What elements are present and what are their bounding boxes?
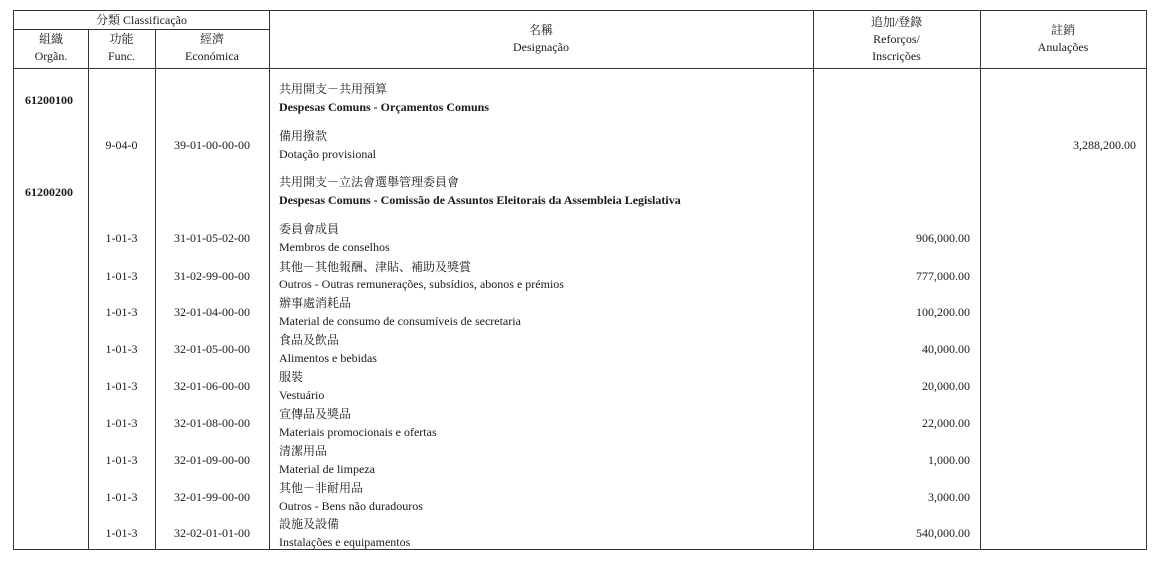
- table-row-econ: 31-02-99-00-00: [174, 269, 250, 283]
- table-row-func: 1-01-3: [105, 526, 138, 540]
- table-row-reforcos: 40,000.00: [922, 342, 970, 356]
- header-func-pt: Func.: [108, 49, 135, 63]
- table-row-econ: 32-02-01-01-00: [174, 526, 250, 540]
- table-row-name-zh: 辦事處消耗品: [279, 296, 352, 310]
- table-row-func: 1-01-3: [105, 342, 138, 356]
- header-name-pt: Designação: [513, 40, 569, 54]
- table-row-func: 1-01-3: [105, 305, 138, 319]
- table-row-name-pt: Alimentos e bebidas: [279, 351, 377, 365]
- table-row-econ: 32-01-08-00-00: [174, 416, 250, 430]
- col-line-organ: [88, 29, 89, 549]
- table-row-func: 1-01-3: [105, 490, 138, 504]
- table-row-reforcos: 540,000.00: [916, 526, 970, 540]
- table-row-name-pt: Vestuário: [279, 388, 325, 402]
- header-organ-zh: 組織: [38, 32, 63, 46]
- table-row-econ: 39-01-00-00-00: [174, 138, 250, 152]
- table-row-name-zh: 食品及飲品: [279, 333, 340, 347]
- table-row-name-pt: Dotação provisional: [279, 147, 376, 161]
- table-row-econ: 31-01-05-02-00: [174, 231, 250, 245]
- group-name-pt: Despesas Comuns - Comissão de Assuntos Eleitorais da Assembleia Legislativa: [279, 193, 681, 207]
- group-name-pt: Despesas Comuns - Orçamentos Comuns: [279, 100, 490, 114]
- table-row-func: 1-01-3: [105, 269, 138, 283]
- table-row-name-zh: 清潔用品: [279, 444, 328, 458]
- header-econ-zh: 經濟: [199, 32, 224, 46]
- table-row-econ: 32-01-05-00-00: [174, 342, 250, 356]
- table-row-func: 1-01-3: [105, 231, 138, 245]
- table-row-anulacoes: 3,288,200.00: [1073, 138, 1136, 152]
- table-row-name-pt: Outros - Outras remunerações, subsídios, abonos e prémios: [279, 277, 564, 291]
- header-reforcos-pt2: Inscrições: [872, 49, 921, 63]
- header-name-zh: 名稱: [528, 23, 553, 37]
- header-reforcos-pt1: Reforços/: [873, 32, 920, 46]
- table-row-reforcos: 906,000.00: [916, 231, 970, 245]
- table-row-econ: 32-01-06-00-00: [174, 379, 250, 393]
- table-row-reforcos: 100,200.00: [916, 305, 970, 319]
- col-line-econ: [269, 11, 270, 549]
- table-row-reforcos: 3,000.00: [928, 490, 970, 504]
- table-row-name-pt: Membros de conselhos: [279, 240, 390, 254]
- table-row-reforcos: 22,000.00: [922, 416, 970, 430]
- table-row-name-zh: 其他－非耐用品: [279, 481, 364, 495]
- header-anul-pt: Anulações: [1037, 40, 1089, 54]
- group-code: 61200200: [25, 185, 73, 199]
- header-reforcos-zh: 追加/登錄: [870, 15, 923, 29]
- header-bottom-line: [14, 68, 1146, 69]
- header-econ-pt: Económica: [185, 49, 239, 63]
- table-row-name-zh: 服裝: [279, 370, 304, 384]
- group-name-zh: 共用開支－立法會選舉管理委員會: [279, 175, 460, 189]
- header-func-zh: 功能: [109, 32, 134, 46]
- classification-underline: [14, 29, 269, 30]
- group-code: 61200100: [25, 93, 73, 107]
- header-organ-pt: Orgãn.: [34, 49, 68, 63]
- table-row-func: 1-01-3: [105, 416, 138, 430]
- table-row-name-zh: 宣傳品及獎品: [279, 407, 352, 421]
- table-row-econ: 32-01-04-00-00: [174, 305, 250, 319]
- table-row-name-pt: Material de limpeza: [279, 462, 375, 476]
- table-row-func: 1-01-3: [105, 379, 138, 393]
- header-anul-zh: 註銷: [1050, 23, 1075, 37]
- group-name-zh: 共用開支－共用預算: [279, 82, 388, 96]
- col-line-reforcos: [980, 11, 981, 549]
- table-row-name-pt: Material de consumo de consumíveis de secretaria: [279, 314, 521, 328]
- table-row-name-pt: Instalações e equipamentos: [279, 535, 411, 549]
- table-row-name-zh: 備用撥款: [279, 129, 328, 143]
- table-row-name-zh: 其他－其他報酬、津貼、補助及獎賞: [279, 260, 472, 274]
- table-row-econ: 32-01-99-00-00: [174, 490, 250, 504]
- table-row-func: 1-01-3: [105, 453, 138, 467]
- table-row-name-zh: 設施及設備: [279, 517, 340, 531]
- table-row-name-pt: Materiais promocionais e ofertas: [279, 425, 437, 439]
- table-row-func: 9-04-0: [105, 138, 138, 152]
- col-line-func: [155, 29, 156, 549]
- table-row-reforcos: 20,000.00: [922, 379, 970, 393]
- table-row-name-zh: 委員會成員: [279, 222, 340, 236]
- table-row-reforcos: 777,000.00: [916, 269, 970, 283]
- budget-table: [13, 10, 1147, 550]
- header-classification: 分類 Classificação: [96, 13, 187, 27]
- table-row-name-pt: Outros - Bens não duradouros: [279, 499, 423, 513]
- table-row-reforcos: 1,000.00: [928, 453, 970, 467]
- table-row-econ: 32-01-09-00-00: [174, 453, 250, 467]
